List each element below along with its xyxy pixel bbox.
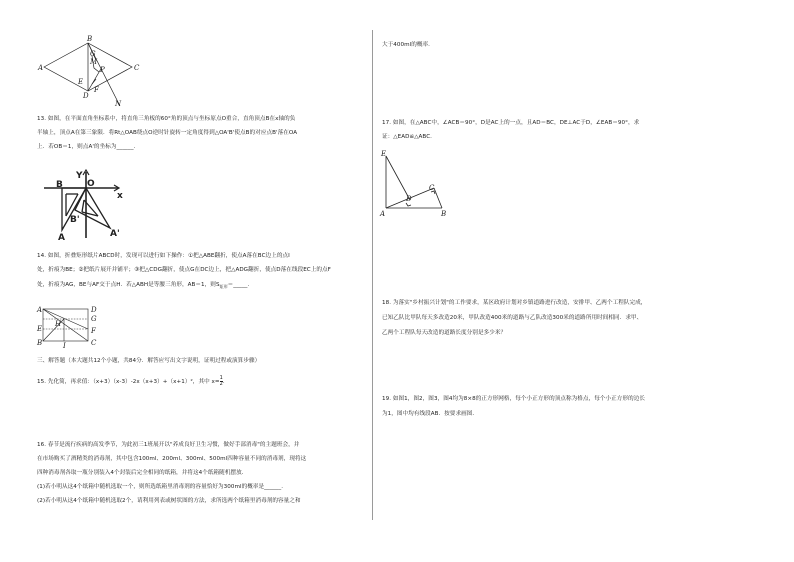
- q16-line1: 16. 春节是流行疾病的高发季节，为此初三1班展开以"养成良好卫生习惯，做好手部消毒"的主题班会，并: [37, 442, 300, 448]
- fig12-label-D: D: [83, 92, 89, 100]
- q14-line3-text: 处，折痕为AG，BE与AF交于点H．若△ABH是等腰三角形，AB＝1，则S: [37, 282, 220, 288]
- q14-line3-tail: ＝_____.: [227, 282, 250, 288]
- q18-line2: 已知乙队比甲队每天多改造20米，甲队改造400米的道路与乙队改造300米的道路所用时间相同．求甲、: [382, 315, 643, 321]
- fig14-label-E: E: [37, 325, 43, 333]
- fig17-label-B: B: [441, 210, 447, 218]
- q15-end: .: [222, 379, 225, 385]
- fig13-label-x: x: [117, 191, 123, 201]
- q17-line2: 证：△EAD≌△ABC.: [382, 134, 432, 140]
- fig14-label-A: A: [37, 306, 43, 314]
- fig17-label-E: E: [381, 150, 387, 158]
- fig14-label-F: F: [91, 327, 96, 335]
- figure-q17: [378, 148, 452, 220]
- section-3-heading: 三、解答题（本大题共12个小题，共84分．解答应写出文字说明，证明过程或演算步骤）: [37, 358, 261, 364]
- fig14-label-I: I: [63, 342, 66, 350]
- q13-line2: 半轴上，顶点A在第三象限．将Rt△OAB绕点O逆时针旋转一定角度得到△OA'B'使点B的对应点B'落在OA: [37, 130, 298, 136]
- q16-continued: 大于400ml的概率.: [382, 42, 430, 48]
- fig13-label-A: A: [58, 233, 65, 243]
- fig17-label-C: C: [429, 184, 435, 192]
- fig13-label-Bprime: B': [70, 215, 80, 225]
- q15-frac-denominator: 2: [219, 381, 223, 387]
- fig12-label-B: B: [87, 35, 93, 43]
- fig12-label-A: A: [38, 64, 44, 72]
- q15-text: 15. 先化简，再求值：（x+3）（x-3）-2x（x+3）+（x+1）²，其中 x=: [37, 379, 220, 385]
- q14-subscript: 矩形: [219, 284, 228, 290]
- q14-line1: 14. 如图，折叠矩形纸片ABCD时，发现可以进行如下操作：①把△ABE翻折，使点A落在BC边上的点I: [37, 253, 290, 259]
- q15-frac-numerator: 1: [219, 375, 223, 381]
- q15: [37, 376, 225, 388]
- fig14-label-C: C: [91, 339, 97, 347]
- column-divider: [372, 30, 373, 520]
- fig12-label-G: G: [90, 50, 96, 58]
- fig14-label-H: H: [55, 320, 62, 328]
- q18-line1: 18. 为落实"乡村振兴计划"的工作要求，某区政府计划对乡镇道路进行改造，安排甲、乙两个工程队完成，: [382, 300, 647, 306]
- q19-line1: 19. 如图1，图2，图3，图4均为8×8的正方形网格，每个小正方形的顶点称为格点，每个小正方形的边长: [382, 396, 646, 402]
- q14-line3: [37, 280, 249, 292]
- q17-line1: 17. 如图，在△ABC中，∠ACB＝90°，D是AC上的一点，且AD＝BC，DE⊥AC于D，∠EAB＝90°，求: [382, 120, 640, 126]
- fig17-label-D: D: [406, 195, 412, 203]
- q16-line2: 在市场购买了酒精类的消毒剂，其中包含100ml、200ml、300ml、500ml四种容量不同的消毒剂，现将这: [37, 456, 307, 462]
- fig17-label-A: A: [380, 210, 386, 218]
- q16-line4: (1)若小明从这4个纸箱中随机选取一个，则所选纸箱里消毒剂的容量恰好为300ml的概率是______.: [37, 484, 284, 490]
- fig12-label-N: N: [115, 100, 122, 108]
- q16-line3: 四种消毒剂各取一瓶分别装入4个封装后完全相同的纸箱，并将这4个纸箱随机摆放．: [37, 470, 248, 476]
- fig12-label-M: M: [90, 58, 98, 66]
- fig12-label-C: C: [134, 64, 140, 72]
- fig12-label-P: P: [100, 66, 105, 74]
- q13-line3: 上．若OB＝1，则点A'的坐标为______.: [37, 144, 136, 150]
- figure-q12: [36, 36, 146, 110]
- fig12-label-F: F: [94, 86, 99, 94]
- fig13-label-B: B: [56, 180, 63, 190]
- q14-line2: 处，折痕为BE；②把纸片展开并铺平；③把△CDG翻折，使点G在DC边上，把△ADG翻折，使点D落在线段EC上的点F: [37, 267, 331, 273]
- fig14-label-G: G: [91, 315, 97, 323]
- fig12-label-E: E: [78, 78, 84, 86]
- fig13-label-Y: Y: [76, 171, 83, 181]
- fig13-label-Aprime: A': [110, 229, 120, 239]
- q16-line5: (2)若小明从这4个纸箱中随机选取2个，请利用列表或树状图的方法，求所选两个纸箱里消毒剂的容量之和: [37, 498, 301, 504]
- q19-line2: 为1，图中均有线段AB．按要求画图．: [382, 411, 479, 417]
- fig13-label-O: O: [87, 179, 95, 189]
- fig14-label-D: D: [91, 306, 97, 314]
- figure-q13: [40, 166, 130, 242]
- q13-line1: 13. 如图，在平面直角坐标系中，将直角三角板的60°角的顶点与坐标原点O重合，直角顶点B在x轴的负: [37, 116, 296, 122]
- q18-line3: 乙两个工程队每天改造的道路长度分别是多少米？: [382, 330, 507, 336]
- figure-q14: [36, 305, 102, 349]
- fig14-label-B: B: [37, 339, 43, 347]
